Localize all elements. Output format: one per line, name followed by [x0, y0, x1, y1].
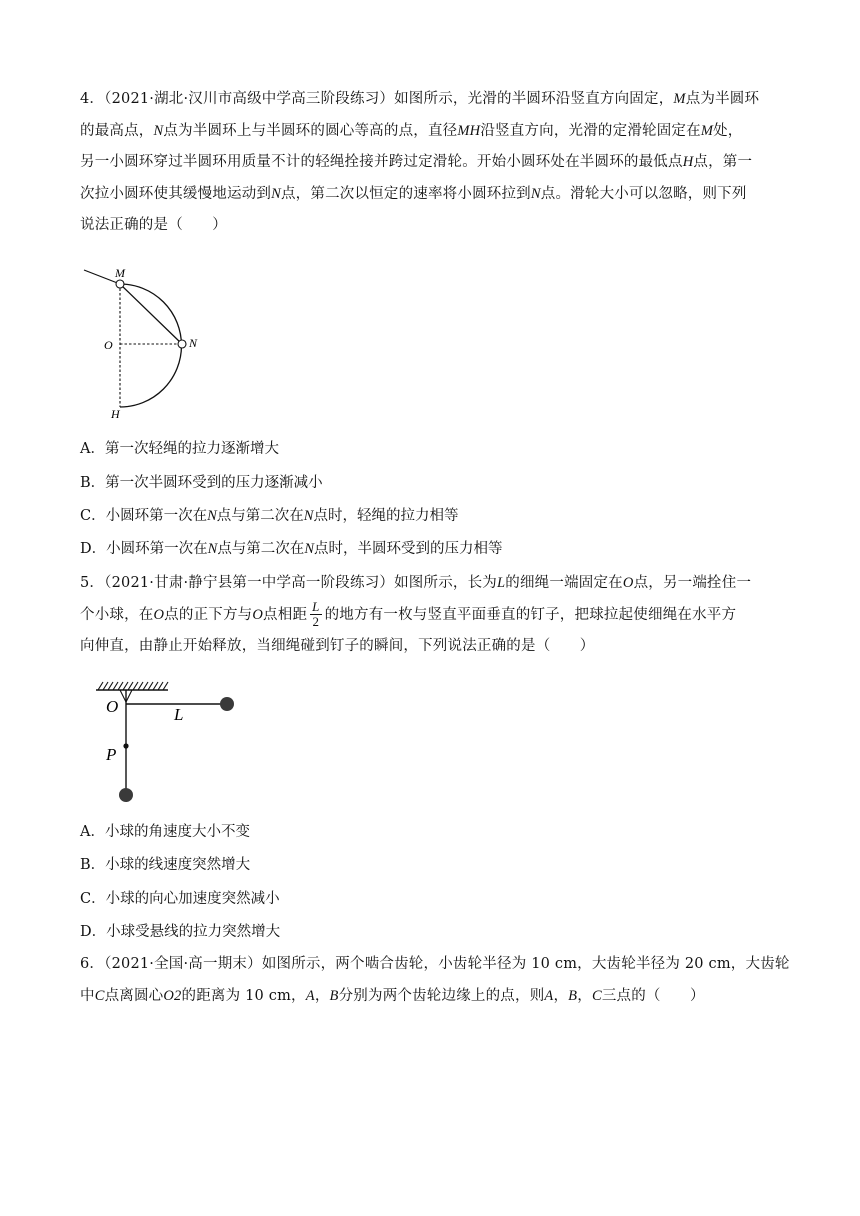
hatch-mark: [163, 682, 168, 690]
question-source: （2021·甘肃·静宁县第一中学高一阶段练习）: [104, 575, 395, 591]
text-run: 的最高点，: [80, 122, 154, 139]
math-variable: N: [271, 185, 281, 202]
hatch-mark: [148, 682, 153, 690]
ball-horizontal: [220, 697, 234, 711]
stem-line: [80, 981, 780, 1013]
math-variable: C: [591, 987, 602, 1004]
label-p: P: [106, 745, 117, 764]
text-run: 点，第二次以恒定的速率将小圆环拉到: [280, 185, 531, 202]
text-run: 点时，半圆环受到的压力相等: [313, 541, 503, 557]
text-run: 点时，轻绳的拉力相等: [313, 508, 459, 524]
math-variable: N: [207, 508, 217, 524]
math-variable: A: [305, 987, 315, 1004]
text-run: 如图所示，两个啮合齿轮，小齿轮半径为 10 cm，大齿轮半径为 20 cm，大齿轮: [261, 956, 790, 972]
hatch-mark: [138, 682, 143, 690]
question-5-stem: [80, 568, 780, 663]
text-run: 点为半圆环上与半圆环的圆心等高的点，直径: [163, 122, 458, 139]
question-5-figure: [90, 680, 260, 810]
stem-line: [80, 600, 780, 632]
fraction-numerator: L: [312, 599, 320, 614]
math-variable: MH: [457, 122, 481, 139]
text-run: 如图所示，光滑的半圆环沿竖直方向固定，: [394, 91, 674, 107]
semicircle-ring: [120, 284, 181, 407]
hatch-mark: [108, 682, 113, 690]
text-run: 点的正下方与: [164, 606, 253, 623]
text-run: 另一小圆环穿过半圆环用质量不计的轻绳拴接并跨过定滑轮。开始小圆环处在半圆环的最低点: [80, 154, 683, 170]
small-ring-n: [178, 340, 186, 348]
text-run: 三点的（ ）: [601, 987, 705, 1004]
math-variable: O2: [163, 987, 182, 1004]
text-run: 第一次半圆环受到的压力逐渐减小: [105, 475, 323, 491]
option-letter: C．: [80, 891, 106, 907]
text-run: 点，另一端拴住一: [633, 575, 752, 591]
ceiling-hatch: [98, 682, 168, 690]
math-variable: N: [153, 122, 164, 139]
math-variable: O: [622, 575, 634, 591]
text-run: 小球的向心加速度突然减小: [105, 891, 280, 907]
q4-option-d: [80, 539, 502, 559]
q4-option-a: [80, 439, 279, 459]
stem-line: [80, 179, 780, 211]
question-source: （2021·全国·高一期末）: [104, 956, 262, 972]
text-run: 第一次轻绳的拉力逐渐增大: [104, 441, 279, 457]
q4-option-c: [80, 506, 458, 526]
hatch-mark: [123, 682, 128, 690]
option-letter: D．: [80, 924, 107, 940]
question-6-stem: [80, 949, 790, 1012]
text-run: 的细绳一端固定在: [505, 575, 623, 591]
math-variable: N: [207, 541, 218, 557]
text-run: 点。滑轮大小可以忽略，则下列: [540, 185, 747, 202]
text-run: 个小球，在: [80, 606, 154, 623]
math-variable: B: [329, 987, 339, 1004]
text-run: 分别为两个齿轮边缘上的点，则: [338, 987, 545, 1004]
fraction-l-over-2: [310, 600, 321, 629]
q4-option-b: [80, 473, 323, 493]
question-number: 5．: [80, 575, 105, 591]
question-source: （2021·湖北·汉川市高级中学高三阶段练习）: [104, 91, 395, 107]
ball-vertical: [119, 788, 133, 802]
math-variable: A: [544, 987, 554, 1004]
option-letter: D．: [80, 541, 107, 557]
q5-option-a: [80, 822, 250, 842]
math-variable: M: [700, 122, 714, 139]
text-run: 小球受悬线的拉力突然增大: [106, 924, 281, 940]
text-run: 点离圆心: [104, 987, 164, 1004]
math-variable: L: [497, 575, 506, 591]
math-variable: B: [568, 987, 578, 1004]
text-run: ，: [577, 987, 592, 1004]
stem-line: [80, 84, 780, 116]
option-letter: B．: [80, 475, 106, 491]
option-letter: A．: [80, 824, 105, 840]
text-run: 沿竖直方向，光滑的定滑轮固定在: [480, 122, 701, 139]
text-run: 的地方有一枚与竖直平面垂直的钉子，把球拉起使细绳在水平方: [324, 606, 737, 623]
text-run: ，: [553, 987, 569, 1004]
text-run: 点，第一: [693, 154, 753, 170]
nail-p: [123, 743, 128, 748]
text-run: 点相距: [263, 606, 308, 623]
label-m: M: [115, 266, 125, 280]
question-4-stem: [80, 84, 780, 242]
q5-option-b: [80, 855, 250, 875]
text-run: 小球的线速度突然增大: [105, 857, 251, 873]
stem-line: [80, 147, 780, 179]
stem-line: [80, 631, 780, 663]
label-o: O: [104, 338, 113, 352]
text-run: 小圆环第一次在: [106, 541, 208, 557]
fraction-denominator: 2: [312, 614, 320, 629]
question-number: 4．: [80, 91, 105, 107]
stem-line: [80, 116, 780, 148]
text-run: ，: [314, 987, 330, 1004]
math-variable: N: [530, 185, 541, 202]
hatch-mark: [113, 682, 118, 690]
hatch-mark: [143, 682, 148, 690]
math-variable: C: [94, 987, 105, 1004]
label-o: O: [106, 697, 119, 716]
stem-line: [80, 949, 790, 981]
hatch-mark: [118, 682, 123, 690]
hatch-mark: [103, 682, 108, 690]
hatch-mark: [98, 682, 103, 690]
pulley-m: [116, 280, 124, 288]
question-4-figure: [80, 262, 210, 422]
text-run: 中: [80, 987, 95, 1004]
text-run: 点为半圆环: [685, 91, 760, 107]
option-letter: A．: [80, 441, 105, 457]
hatch-mark: [153, 682, 158, 690]
hatch-mark: [158, 682, 163, 690]
hatch-mark: [133, 682, 138, 690]
option-letter: B．: [80, 857, 106, 873]
label-l: L: [174, 705, 184, 724]
text-run: 处，: [713, 122, 743, 139]
math-variable: O: [153, 606, 165, 623]
text-run: 点与第二次在: [217, 541, 305, 557]
stem-line: [80, 568, 780, 600]
label-n: N: [189, 336, 198, 350]
math-variable: M: [673, 91, 686, 107]
q5-option-c: [80, 889, 280, 909]
hatch-mark: [128, 682, 133, 690]
math-variable: N: [303, 508, 314, 524]
stem-line: [80, 210, 780, 242]
text-run: 点与第二次在: [216, 508, 304, 524]
option-letter: C．: [80, 508, 106, 524]
text-run: 的距离为 10 cm，: [181, 987, 306, 1004]
text-run: 次拉小圆环使其缓慢地运动到: [80, 185, 272, 202]
text-run: 小球的角速度大小不变: [104, 824, 250, 840]
question-number: 6．: [80, 956, 105, 972]
text-run: 向伸直，由静止开始释放，当细绳碰到钉子的瞬间，下列说法正确的是（ ）: [80, 638, 595, 654]
q5-option-d: [80, 922, 280, 942]
label-h: H: [111, 407, 120, 421]
text-run: 小圆环第一次在: [105, 508, 208, 524]
math-variable: O: [252, 606, 264, 623]
math-variable: N: [304, 541, 314, 557]
math-variable: H: [682, 154, 694, 170]
text-run: 如图所示，长为: [394, 575, 498, 591]
text-run: 说法正确的是（ ）: [80, 217, 227, 233]
